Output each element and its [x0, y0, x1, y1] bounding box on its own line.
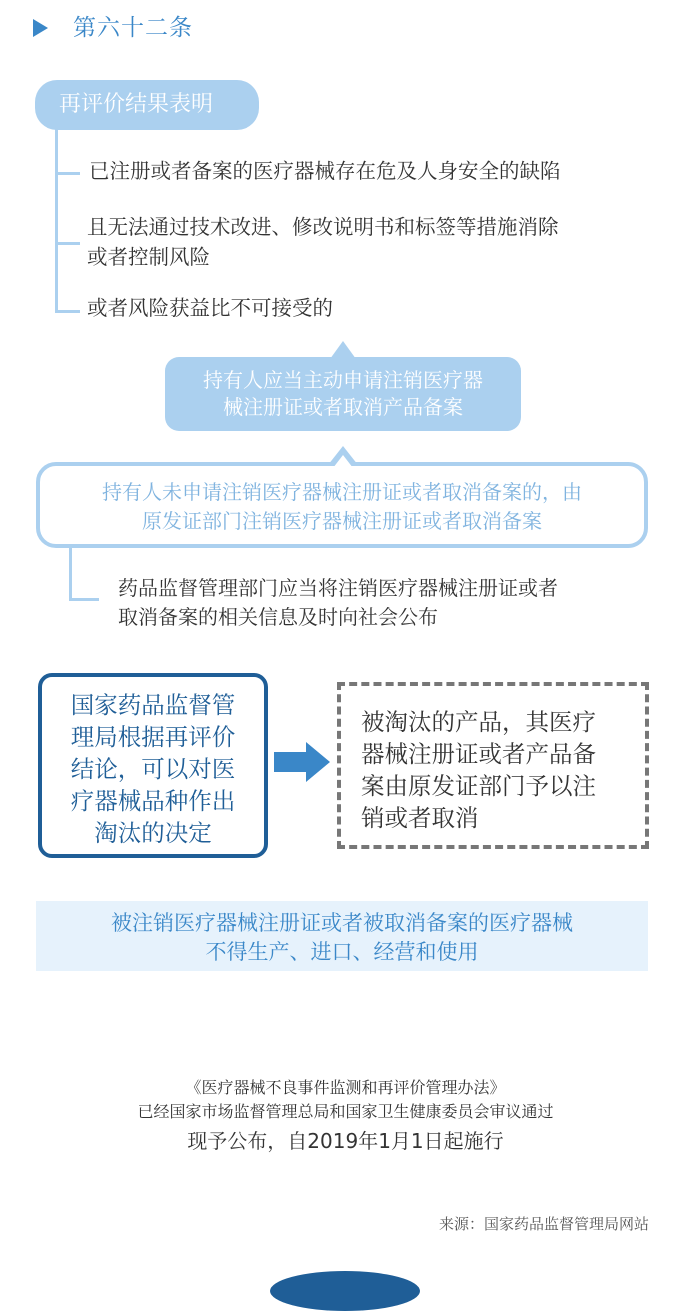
banner-text: 不得生产、进口、经营和使用: [205, 940, 479, 964]
result-pill: 再评价结果表明: [35, 80, 259, 130]
bracket-line: [55, 128, 58, 312]
publish-note: 药品监督管理部门应当将注销医疗器械注册证或者: [118, 576, 558, 600]
fallback-text: 原发证部门注销医疗器械注册证或者取消备案: [142, 509, 542, 533]
decision-line: 疗器械品种作出: [70, 787, 236, 815]
note-bracket-line: [69, 546, 72, 601]
outcome-line: 器械注册证或者产品备: [361, 740, 596, 768]
condition-item: 已注册或者备案的医疗器械存在危及人身安全的缺陷: [89, 159, 561, 183]
outcome-line: 被淘汰的产品，其医疗: [361, 708, 596, 736]
bracket-tick: [55, 172, 80, 175]
decision-box: [38, 673, 268, 858]
approval-note: 已经国家市场监督管理总局和国家卫生健康委员会审议通过: [137, 1102, 554, 1121]
banner-text: 被注销医疗器械注册证或者被取消备案的医疗器械: [111, 911, 573, 935]
note-bracket-tick: [69, 598, 99, 601]
decision-line: 结论，可以对医: [70, 755, 236, 783]
holder-action-text: 持有人应当主动申请注销医疗器: [203, 368, 483, 392]
article-title: 第六十二条: [73, 15, 193, 41]
outcome-box: [337, 682, 649, 849]
bracket-tick: [55, 242, 80, 245]
decision-line: 淘汰的决定: [94, 819, 212, 847]
decision-line: 国家药品监督管: [70, 691, 236, 719]
decorative-arc: [270, 1271, 420, 1311]
prohibition-banner: [36, 901, 648, 971]
condition-item: 或者风险获益比不可接受的: [87, 296, 333, 320]
holder-action-text: 械注册证或者取消产品备案: [223, 395, 463, 419]
up-arrow-inner: [333, 455, 353, 468]
play-triangle-icon: [33, 19, 48, 37]
holder-action-box: [165, 357, 521, 431]
outcome-line: 销或者取消: [361, 804, 479, 832]
condition-item: 或者控制风险: [87, 245, 210, 269]
regulation-title: 《医疗器械不良事件监测和再评价管理办法》: [185, 1078, 506, 1097]
fallback-text: 持有人未申请注销医疗器械注册证或者取消备案的，由: [102, 480, 582, 504]
effective-date: 现予公布，自2019年1月1日起施行: [187, 1129, 504, 1153]
condition-item: 且无法通过技术改进、修改说明书和标签等措施消除: [87, 215, 559, 239]
source-credit: 来源：国家药品监督管理局网站: [438, 1215, 649, 1233]
publish-note: 取消备案的相关信息及时向社会公布: [118, 605, 438, 629]
decision-line: 理局根据再评价: [70, 723, 236, 751]
outcome-line: 案由原发证部门予以注: [361, 772, 596, 800]
bracket-tick: [55, 310, 80, 313]
right-arrow-icon: [274, 742, 330, 782]
fallback-box: [36, 462, 648, 548]
